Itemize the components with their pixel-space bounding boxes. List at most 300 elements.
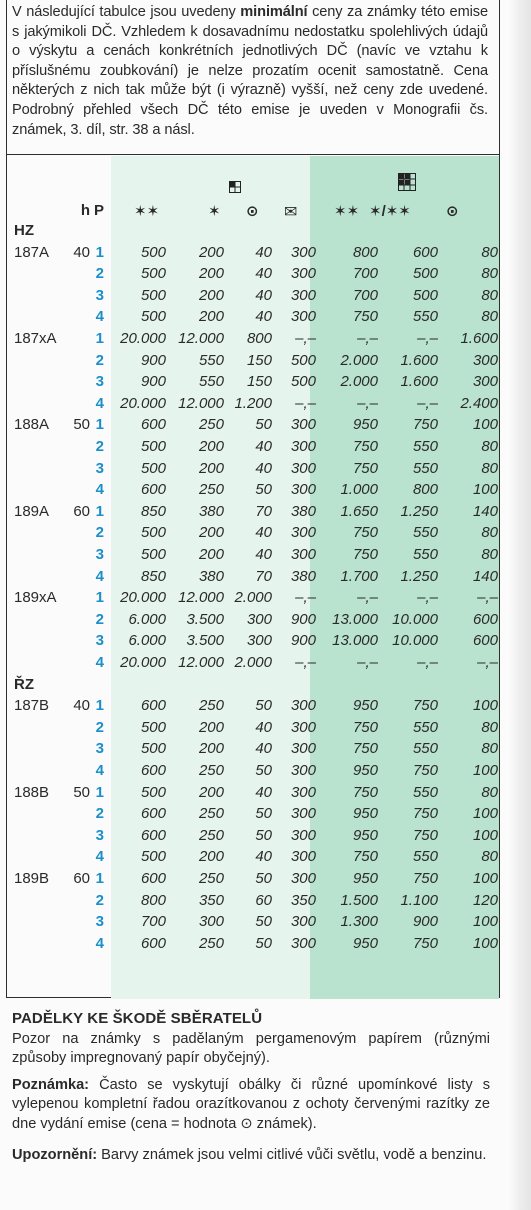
header-col-3: ⊙ [246, 203, 259, 220]
price-cell: 100 [472, 762, 498, 779]
plate-number: 4 [95, 848, 104, 866]
price-cell: 50 [255, 826, 272, 844]
stamp-number: 187A [14, 243, 50, 261]
price-cell: 380 [198, 502, 224, 520]
price-cell: 20.000 [120, 330, 166, 347]
price-cell: 900 [412, 913, 438, 931]
plate-number: 3 [95, 740, 104, 758]
price-cell: 300 [290, 718, 316, 736]
warning-paragraph [12, 1146, 490, 1165]
price-cell: 900 [290, 632, 316, 650]
plate-number: 1 [95, 330, 104, 347]
stamp-number: 187B [14, 697, 50, 715]
price-cell: –,– [357, 589, 378, 607]
price-cell: 550 [412, 308, 438, 326]
price-cell: 50 [255, 934, 272, 952]
price-cell: 1.000 [340, 481, 378, 499]
table-row [6, 287, 500, 309]
price-cell: 950 [352, 826, 378, 844]
price-cell: 250 [198, 762, 224, 779]
price-cell: 750 [352, 438, 378, 455]
intro-text-1: V následující tabulce jsou uvedeny [12, 4, 241, 20]
header-col-7: ⊙ [446, 203, 459, 220]
price-cell: 900 [140, 373, 166, 391]
price-cell: 300 [290, 934, 316, 952]
plate-number: 1 [95, 783, 104, 801]
price-cell: 2.000 [234, 589, 272, 607]
table-row [6, 784, 500, 806]
price-cell: 40 [255, 740, 272, 758]
plate-number: 4 [95, 394, 104, 412]
price-cell: 750 [352, 546, 378, 563]
price-cell: 80 [481, 265, 498, 283]
price-cell: 800 [140, 891, 166, 909]
price-cell: 300 [290, 740, 316, 758]
price-cell: 1.600 [400, 373, 438, 391]
price-cell: 600 [472, 610, 498, 628]
price-cell: 40 [255, 546, 272, 563]
price-cell: 300 [290, 286, 316, 304]
price-cell: 300 [290, 805, 316, 823]
price-cell: 800 [412, 481, 438, 499]
price-cell: 80 [481, 740, 498, 758]
price-cell: 120 [472, 891, 498, 909]
price-cell: 140 [472, 567, 498, 585]
price-cell: 700 [140, 913, 166, 931]
table-row [6, 589, 500, 611]
header-col-2: ✶ [208, 203, 221, 220]
table-row [6, 460, 500, 482]
warning-text: Barvy známek jsou velmi citlivé vůči světlu, vodě a benzinu. [97, 1147, 487, 1163]
price-cell: 750 [412, 934, 438, 952]
plate-number: 3 [95, 632, 104, 650]
plate-number: 4 [95, 567, 104, 585]
price-cell: 50 [255, 416, 272, 434]
price-cell: 250 [198, 697, 224, 715]
price-cell: 200 [198, 740, 224, 758]
price-cell: 80 [481, 286, 498, 304]
plate-number: 3 [95, 286, 104, 304]
price-cell: 100 [472, 697, 498, 715]
price-cell: 250 [198, 826, 224, 844]
price-cell: 950 [352, 934, 378, 952]
price-cell: 50 [255, 805, 272, 823]
price-cell: 1.650 [340, 502, 378, 520]
table-row [6, 632, 500, 654]
price-cell: 550 [412, 459, 438, 477]
price-cell: 600 [140, 870, 166, 887]
table-row [6, 308, 500, 330]
price-cell: 500 [290, 373, 316, 391]
price-cell: 300 [290, 438, 316, 455]
price-cell: 250 [198, 416, 224, 434]
price-cell: 750 [412, 870, 438, 887]
price-cell: 850 [140, 502, 166, 520]
price-cell: 500 [412, 286, 438, 304]
price-cell: 300 [290, 762, 316, 779]
price-cell: 50 [255, 697, 272, 715]
table-row [6, 352, 500, 374]
price-cell: 200 [198, 848, 224, 866]
price-cell: 300 [290, 913, 316, 931]
table-row [6, 719, 500, 741]
plate-number: 3 [95, 373, 104, 391]
price-cell: 1.200 [234, 394, 272, 412]
price-cell: 100 [472, 416, 498, 434]
price-cell: 40 [255, 243, 272, 261]
price-cell: 500 [140, 524, 166, 542]
table-row [6, 762, 500, 784]
header-col-6: ✶/✶✶ [369, 203, 411, 220]
price-cell: 500 [412, 265, 438, 283]
price-cell: 750 [352, 308, 378, 326]
nominal-value: 60 [73, 870, 90, 887]
price-cell: 300 [290, 783, 316, 801]
price-cell: 500 [140, 308, 166, 326]
price-cell: 300 [290, 243, 316, 261]
block-of-4-icon [229, 181, 241, 193]
price-cell: –,– [357, 330, 378, 347]
price-cell: –,– [295, 654, 316, 671]
price-cell: 12.000 [178, 394, 224, 412]
price-cell: 500 [140, 243, 166, 261]
price-cell: –,– [357, 654, 378, 671]
table-row [6, 395, 500, 417]
price-cell: 40 [255, 524, 272, 542]
price-cell: 550 [412, 438, 438, 455]
plate-number: 4 [95, 308, 104, 326]
price-cell: 1.600 [400, 351, 438, 369]
nominal-value: 60 [73, 502, 90, 520]
price-cell: 250 [198, 870, 224, 887]
price-cell: 500 [140, 718, 166, 736]
price-cell: 700 [352, 265, 378, 283]
price-cell: 300 [290, 870, 316, 887]
price-cell: 1.300 [340, 913, 378, 931]
table-row [6, 697, 500, 719]
price-cell: –,– [417, 330, 438, 347]
price-cell: 380 [198, 567, 224, 585]
price-cell: 750 [412, 826, 438, 844]
price-cell: 40 [255, 265, 272, 283]
price-cell: 80 [481, 243, 498, 261]
price-cell: 6.000 [128, 632, 166, 650]
section-label-text: ŘZ [14, 675, 34, 693]
price-cell: –,– [417, 589, 438, 607]
table-row [6, 373, 500, 395]
price-cell: 300 [290, 848, 316, 866]
table-row [6, 524, 500, 546]
price-cell: 200 [198, 308, 224, 326]
price-cell: 300 [198, 913, 224, 931]
price-cell: 950 [352, 805, 378, 823]
price-cell: 600 [140, 416, 166, 434]
intro-bold: minimální [240, 4, 308, 20]
plate-number: 1 [95, 416, 104, 434]
price-cell: 550 [412, 718, 438, 736]
price-cell: 70 [255, 567, 272, 585]
table-row [6, 611, 500, 633]
table-row [6, 546, 500, 568]
plate-number: 1 [95, 870, 104, 887]
price-cell: 2.000 [340, 351, 378, 369]
section-label-text: HZ [14, 222, 34, 239]
price-cell: 600 [140, 481, 166, 499]
note-text: Často se vyskytují obálky či různé upomínkové listy s vylepenou kompletní řadou orazítkovanou z ochoty červenými razítky ze dne vydání emise (cena = hodnota ⊙ známek). [12, 1077, 490, 1132]
price-cell: 100 [472, 805, 498, 823]
plate-number: 2 [95, 891, 104, 909]
price-cell: 600 [140, 934, 166, 952]
plate-number: 3 [95, 459, 104, 477]
price-cell: 500 [140, 459, 166, 477]
price-cell: 1.600 [460, 330, 498, 347]
table-row [6, 265, 500, 287]
plate-number: 3 [95, 913, 104, 931]
price-cell: 300 [246, 632, 272, 650]
price-cell: 150 [246, 351, 272, 369]
price-cell: 80 [481, 524, 498, 542]
price-cell: 750 [352, 524, 378, 542]
section-label [6, 222, 500, 244]
price-cell: 200 [198, 546, 224, 563]
price-cell: 40 [255, 783, 272, 801]
price-cell: 500 [140, 848, 166, 866]
note-paragraph [12, 1076, 490, 1134]
price-cell: 250 [198, 805, 224, 823]
price-cell: 40 [255, 438, 272, 455]
price-cell: 12.000 [178, 330, 224, 347]
plate-number: 3 [95, 546, 104, 563]
price-cell: 700 [352, 286, 378, 304]
price-cell: 50 [255, 481, 272, 499]
header-h: h [80, 202, 90, 219]
price-cell: 60 [255, 891, 272, 909]
price-cell: 100 [472, 934, 498, 952]
price-cell: 900 [140, 351, 166, 369]
price-cell: 750 [352, 740, 378, 758]
price-cell: –,– [295, 330, 316, 347]
block-of-9-icon [398, 173, 416, 191]
price-cell: 13.000 [332, 632, 378, 650]
price-cell: 300 [472, 351, 498, 369]
plate-number: 2 [95, 524, 104, 542]
table-row [6, 870, 500, 892]
price-cell: 600 [140, 697, 166, 715]
price-cell: 1.250 [400, 567, 438, 585]
envelope-icon: ✉ [284, 204, 298, 221]
price-cell: 100 [472, 826, 498, 844]
plate-number: 4 [95, 481, 104, 499]
price-cell: 300 [472, 373, 498, 391]
price-cell: 900 [290, 610, 316, 628]
plate-number: 2 [95, 351, 104, 369]
table-row [6, 654, 500, 676]
stamp-number: 188A [14, 416, 50, 434]
price-cell: 1.250 [400, 502, 438, 520]
price-cell: 10.000 [392, 610, 438, 628]
price-cell: 600 [140, 762, 166, 779]
price-cell: 300 [246, 610, 272, 628]
price-cell: 500 [140, 783, 166, 801]
price-cell: 950 [352, 416, 378, 434]
price-cell: 40 [255, 459, 272, 477]
price-cell: 200 [198, 265, 224, 283]
header-p: P [94, 202, 105, 219]
plate-number: 2 [95, 805, 104, 823]
price-cell: 20.000 [120, 654, 166, 671]
table-header [6, 202, 500, 224]
price-cell: 80 [481, 459, 498, 477]
intro-divider [6, 154, 500, 155]
price-cell: 800 [246, 330, 272, 347]
price-cell: 20.000 [120, 589, 166, 607]
nominal-value: 40 [73, 243, 90, 261]
nominal-value: 40 [73, 697, 90, 715]
price-cell: 300 [290, 546, 316, 563]
price-cell: 950 [352, 697, 378, 715]
price-cell: 80 [481, 308, 498, 326]
price-cell: 200 [198, 286, 224, 304]
price-cell: 200 [198, 783, 224, 801]
price-cell: 750 [412, 416, 438, 434]
price-cell: 550 [412, 740, 438, 758]
plate-number: 1 [95, 589, 104, 607]
plate-number: 4 [95, 654, 104, 671]
price-cell: 10.000 [392, 632, 438, 650]
price-cell: 100 [472, 870, 498, 887]
price-cell: 300 [290, 481, 316, 499]
price-cell: 200 [198, 524, 224, 542]
price-cell: 750 [352, 848, 378, 866]
price-cell: 550 [198, 373, 224, 391]
plate-number: 1 [95, 243, 104, 261]
price-cell: 40 [255, 286, 272, 304]
price-cell: 70 [255, 502, 272, 520]
nominal-value: 50 [73, 416, 90, 434]
price-cell: 350 [290, 891, 316, 909]
table-row [6, 740, 500, 762]
intro-paragraph [12, 3, 488, 140]
price-cell: 750 [352, 718, 378, 736]
stamp-number: 188B [14, 783, 50, 801]
price-cell: 750 [412, 762, 438, 779]
price-cell: 600 [412, 243, 438, 261]
plate-number: 1 [95, 502, 104, 520]
price-cell: 1.500 [340, 891, 378, 909]
plate-number: 4 [95, 762, 104, 779]
plate-number: 2 [95, 438, 104, 455]
plate-number: 3 [95, 826, 104, 844]
price-cell: 80 [481, 718, 498, 736]
stamp-number: 189B [14, 870, 50, 887]
forgery-text: Pozor na známky s padělaným pergamenovým papírem (různými způsoby impregnovaný papír obyčejný). [12, 1031, 490, 1067]
plate-number: 4 [95, 934, 104, 952]
price-cell: 500 [290, 351, 316, 369]
price-cell: 2.000 [234, 654, 272, 671]
price-cell: 250 [198, 934, 224, 952]
intro-text-2: ceny za známky této emise s jakýmikoli DČ. Vzhledem k dosavadnímu nedostatku spolehlivých údajů o výskytu a cenách konkrétních jednotlivých DČ (navíc ve vztahu k příslušnému zoubkování) je nelze prozatím ocenit samostatně. Cena některých z nich tak může být (i výrazně) vyšší, než ceny zde uvedené. Podrobný přehled všech DČ této emise je uveden v Monografii čs. známek, 3. díl, str. 38 a násl. [12, 4, 488, 138]
price-cell: 3.500 [186, 610, 224, 628]
price-cell: 200 [198, 718, 224, 736]
price-cell: 80 [481, 783, 498, 801]
price-cell: 550 [412, 848, 438, 866]
plate-number: 2 [95, 718, 104, 736]
price-cell: 200 [198, 243, 224, 261]
stamp-number: 189xA [14, 589, 57, 607]
price-cell: 50 [255, 762, 272, 779]
section-label [6, 676, 500, 698]
price-cell: 750 [352, 459, 378, 477]
price-cell: 100 [472, 481, 498, 499]
table-row [6, 568, 500, 590]
price-cell: 80 [481, 438, 498, 455]
price-cell: –,– [417, 654, 438, 671]
price-cell: 20.000 [120, 394, 166, 412]
price-cell: 300 [290, 416, 316, 434]
stamp-number: 189A [14, 502, 50, 520]
price-cell: –,– [295, 589, 316, 607]
price-cell: 200 [198, 459, 224, 477]
plate-number: 2 [95, 265, 104, 283]
price-cell: 300 [290, 459, 316, 477]
price-cell: 2.000 [340, 373, 378, 391]
price-cell: 380 [290, 567, 316, 585]
price-cell: 2.400 [460, 394, 498, 412]
table-row [6, 848, 500, 870]
price-cell: 600 [140, 826, 166, 844]
price-cell: 380 [290, 502, 316, 520]
table-row [6, 438, 500, 460]
price-cell: 500 [140, 740, 166, 758]
price-cell: 500 [140, 286, 166, 304]
forgery-heading: PADĚLKY KE ŠKODĚ SBĚRATELŮ [12, 1010, 263, 1027]
price-cell: –,– [357, 394, 378, 412]
price-cell: 750 [412, 805, 438, 823]
table-row [6, 913, 500, 935]
price-cell: 80 [481, 848, 498, 866]
price-cell: 140 [472, 502, 498, 520]
table-row [6, 805, 500, 827]
table-row [6, 481, 500, 503]
price-cell: 1.100 [400, 891, 438, 909]
price-cell: 750 [352, 783, 378, 801]
price-cell: 6.000 [128, 610, 166, 628]
plate-number: 2 [95, 610, 104, 628]
price-cell: 100 [472, 913, 498, 931]
price-cell: 12.000 [178, 589, 224, 607]
table-row [6, 330, 500, 352]
nominal-value: 50 [73, 783, 90, 801]
price-cell: 950 [352, 762, 378, 779]
price-cell: 40 [255, 718, 272, 736]
table-row [6, 244, 500, 266]
price-cell: 12.000 [178, 654, 224, 671]
price-cell: 250 [198, 481, 224, 499]
price-cell: 550 [412, 783, 438, 801]
price-cell: –,– [295, 394, 316, 412]
price-cell: 550 [198, 351, 224, 369]
price-cell: 750 [412, 697, 438, 715]
table-row [6, 827, 500, 849]
price-cell: 1.700 [340, 567, 378, 585]
price-cell: 300 [290, 308, 316, 326]
price-cell: 300 [290, 697, 316, 715]
price-cell: 800 [352, 243, 378, 261]
price-cell: 300 [290, 524, 316, 542]
price-cell: 200 [198, 438, 224, 455]
table-row [6, 503, 500, 525]
page-edge-shadow [509, 0, 531, 1210]
